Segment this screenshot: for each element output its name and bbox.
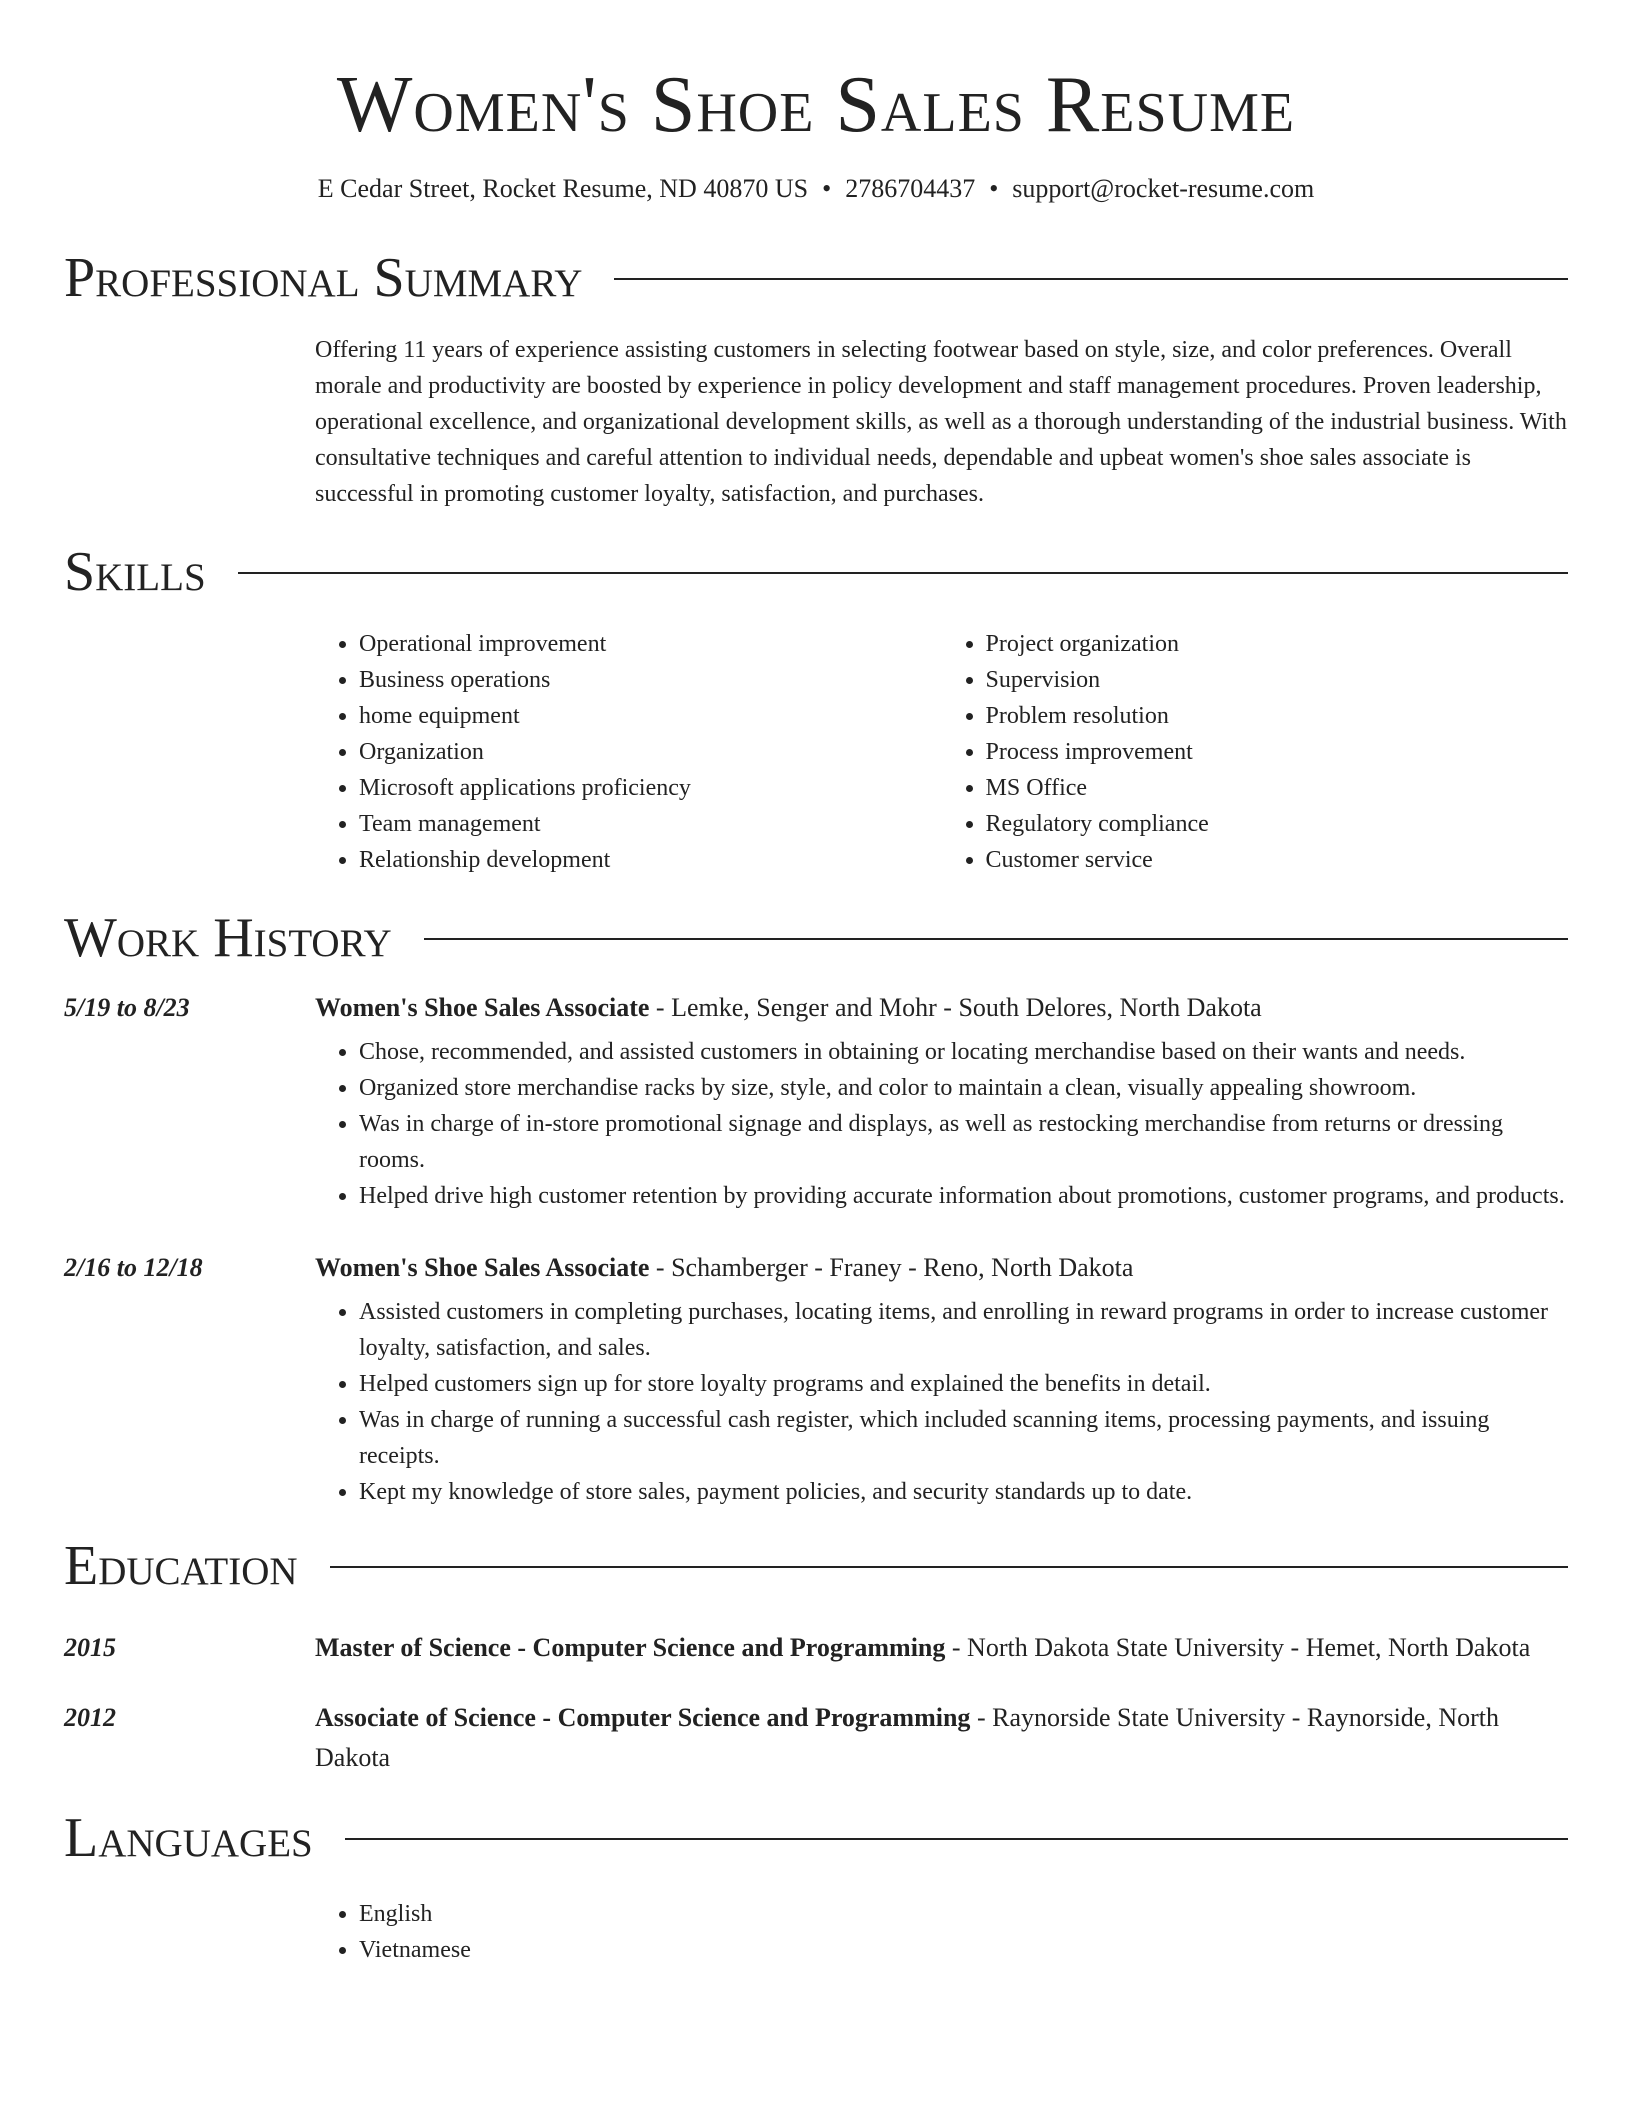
skill-item: • Team management bbox=[359, 806, 942, 842]
skill-item: • Supervision bbox=[986, 662, 1569, 698]
skill-item: • Regulatory compliance bbox=[986, 806, 1569, 842]
contact-separator: • bbox=[989, 174, 999, 203]
job-bullet: • Kept my knowledge of store sales, payment policies, and security standards up to date. bbox=[359, 1474, 1568, 1510]
education-entry bbox=[64, 1628, 1568, 1668]
job-bullets bbox=[315, 1294, 1568, 1510]
job-details: - Lemke, Senger and Mohr - South Delores, North Dakota bbox=[649, 993, 1262, 1022]
education-content bbox=[315, 1698, 1568, 1778]
language-item: • Vietnamese bbox=[359, 1932, 1568, 1968]
education-details: - North Dakota State University - Hemet, North Dakota bbox=[945, 1633, 1531, 1662]
skill-item: • Operational improvement bbox=[359, 626, 942, 662]
section-divider bbox=[345, 1838, 1568, 1840]
job-bullet: • Helped customers sign up for store loyalty programs and explained the benefits in detail. bbox=[359, 1366, 1568, 1402]
skill-item: • Relationship development bbox=[359, 842, 942, 878]
section-divider bbox=[238, 572, 1568, 574]
skill-item: • Business operations bbox=[359, 662, 942, 698]
education-heading bbox=[315, 1698, 1568, 1778]
section-title-work: Work History bbox=[64, 907, 392, 969]
section-header-skills bbox=[64, 536, 1568, 608]
job-heading bbox=[315, 1248, 1568, 1288]
section-title-languages: Languages bbox=[64, 1807, 313, 1869]
section-divider bbox=[330, 1566, 1568, 1568]
job-bullet: • Was in charge of running a successful cash register, which included scanning items, processing payments, and issuing receipts. bbox=[359, 1402, 1568, 1474]
education-details: - Raynorside State University - Raynorside, North Dakota bbox=[315, 1703, 1500, 1772]
job-bullet: • Assisted customers in completing purchases, locating items, and enrolling in reward programs in order to increase customer loyalty, satisfaction, and sales. bbox=[359, 1294, 1568, 1366]
skills-columns bbox=[315, 626, 1568, 878]
contact-phone: 2786704437 bbox=[845, 174, 976, 203]
contact-address: E Cedar Street, Rocket Resume, ND 40870 US bbox=[317, 174, 809, 203]
education-degree: Master of Science - Computer Science and Programming bbox=[315, 1633, 946, 1662]
summary-text: Offering 11 years of experience assisting customers in selecting footwear based on style, size, and color preferences. Overall morale and productivity are boosted by experience in policy development and staff management procedures. Proven leadership, operational excellence, and organizational development skills, as well as a thorough understanding of the industrial business. With consultative techniques and careful attention to individual needs, dependable and upbeat women's shoe sales associate is successful in promoting customer loyalty, satisfaction, and purchases. bbox=[315, 337, 1567, 507]
section-header-summary bbox=[64, 242, 1568, 314]
skill-item: • Project organization bbox=[986, 626, 1569, 662]
language-item: • English bbox=[359, 1896, 1568, 1932]
section-header-languages bbox=[64, 1802, 1568, 1874]
section-header-education bbox=[64, 1530, 1568, 1602]
job-title: Women's Shoe Sales Associate bbox=[315, 1253, 650, 1282]
languages-list bbox=[315, 1896, 1568, 1968]
education-heading bbox=[315, 1628, 1568, 1668]
skill-item: • Customer service bbox=[986, 842, 1569, 878]
skill-item: • Problem resolution bbox=[986, 698, 1569, 734]
skill-item: • MS Office bbox=[986, 770, 1569, 806]
job-bullets bbox=[315, 1034, 1568, 1214]
job-content bbox=[315, 988, 1568, 1214]
job-bullet: • Organized store merchandise racks by size, style, and color to maintain a clean, visually appealing showroom. bbox=[359, 1070, 1568, 1106]
job-content bbox=[315, 1248, 1568, 1510]
contact-line bbox=[64, 172, 1568, 206]
skill-item: • Process improvement bbox=[986, 734, 1569, 770]
education-content bbox=[315, 1628, 1568, 1668]
section-title-education: Education bbox=[64, 1535, 298, 1597]
section-title-skills: Skills bbox=[64, 541, 206, 603]
job-heading bbox=[315, 988, 1568, 1028]
job-entry bbox=[64, 1248, 1568, 1510]
section-divider bbox=[424, 938, 1568, 940]
skill-item: • Microsoft applications proficiency bbox=[359, 770, 942, 806]
section-header-work bbox=[64, 902, 1568, 974]
skills-list-right bbox=[942, 626, 1569, 878]
education-year: 2015 bbox=[64, 1633, 116, 1662]
section-title-summary: Professional Summary bbox=[64, 247, 583, 309]
contact-separator: • bbox=[822, 174, 832, 203]
education-year: 2012 bbox=[64, 1703, 116, 1732]
job-dates: 5/19 to 8/23 bbox=[64, 993, 190, 1022]
job-details: - Schamberger - Franey - Reno, North Dakota bbox=[649, 1253, 1134, 1282]
education-degree: Associate of Science - Computer Science and Programming bbox=[315, 1703, 971, 1732]
job-bullet: • Chose, recommended, and assisted customers in obtaining or locating merchandise based on their wants and needs. bbox=[359, 1034, 1568, 1070]
section-divider bbox=[614, 278, 1568, 280]
job-title: Women's Shoe Sales Associate bbox=[315, 993, 650, 1022]
resume-title: Women's Shoe Sales Resume bbox=[336, 61, 1296, 149]
skill-item: • home equipment bbox=[359, 698, 942, 734]
job-dates: 2/16 to 12/18 bbox=[64, 1253, 203, 1282]
skill-item: • Organization bbox=[359, 734, 942, 770]
job-bullet: • Helped drive high customer retention by providing accurate information about promotions, customer programs, and products. bbox=[359, 1178, 1568, 1214]
job-entry bbox=[64, 988, 1568, 1214]
resume-page bbox=[64, 0, 1568, 1968]
education-entry bbox=[64, 1698, 1568, 1778]
skills-list-left bbox=[315, 626, 942, 878]
job-bullet: • Was in charge of in-store promotional signage and displays, as well as restocking merchandise from returns or dressing rooms. bbox=[359, 1106, 1568, 1178]
contact-email: support@rocket-resume.com bbox=[1012, 174, 1315, 203]
